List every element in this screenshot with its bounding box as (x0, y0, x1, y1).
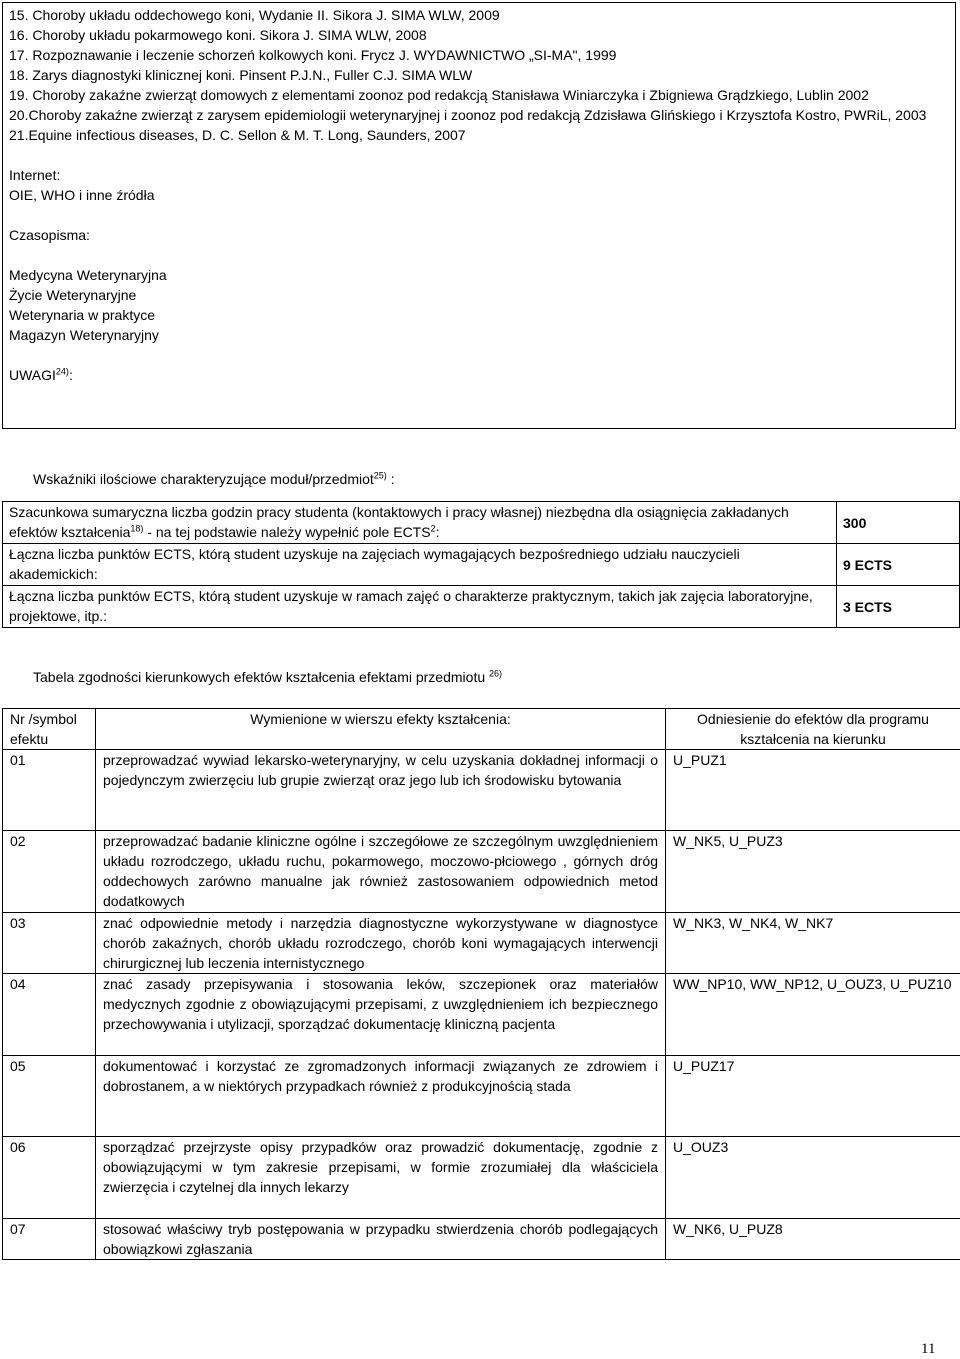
effect-description: przeprowadzać wywiad lekarsko-weterynaryjny, w celu uzyskania dokładnej informacji o pojedynczym zwierzęciu lub grupie zwierząt oraz jego lub ich środowisku bytowania (96, 750, 666, 831)
reference-item: 19. Choroby zakaźne zwierząt domowych z elementami zoonoz pod redakcją Stanisława Winiarczyka i Zbigniewa Grądzkiego, Lublin 2002 (9, 85, 949, 105)
effect-reference: WW_NP10, WW_NP12, U_OUZ3, U_PUZ10 (666, 974, 960, 1056)
table-row (3, 1056, 960, 1137)
effect-reference: U_PUZ17 (666, 1056, 960, 1137)
ects-row-text: Szacunkowa sumaryczna liczba godzin pracy studenta (kontaktowych i pracy własnej) niezbędna dla osiągnięcia zakładanych efektów kształcenia$^{18)}$ - na tej podstawie należy wypełnić pole ECTS$^2$: (3, 502, 837, 544)
effect-description: sporządzać przejrzyste opisy przypadków oraz prowadzić dokumentację, zgodnie z obowiązującymi w tym zakresie przepisami, w formie zrozumiałej dla właściciela zwierzęcia i czytelnej dla innych lekarzy (96, 1137, 666, 1219)
effect-description: stosować właściwy tryb postępowania w przypadku stwierdzenia chorób podlegających obowiązkowi zgłaszania (96, 1219, 666, 1260)
ects-row (3, 544, 960, 586)
header-effects: Wymienione w wierszu efekty kształcenia: (96, 709, 666, 750)
reference-item: 18. Zarys diagnostyki klinicznej koni. Pinsent P.J.N., Fuller C.J. SIMA WLW (9, 65, 949, 85)
effect-description: dokumentować i korzystać ze zgromadzonych informacji związanych ze zdrowiem i dobrostanem, a w niektórych przypadkach również z produkcyjnością stada (96, 1056, 666, 1137)
effect-reference: W_NK5, U_PUZ3 (666, 831, 960, 913)
effect-description: znać zasady przepisywania i stosowania leków, szczepionek oraz materiałów medycznych zgodnie z obowiązującymi przepisami, z uwzględnieniem ich bezpiecznego przechowywania i utylizacji, sporządzać dokumentację kliniczną pacjenta (96, 974, 666, 1056)
reference-item: 20.Choroby zakaźne zwierząt z zarysem epidemiologii weterynaryjnej i zoonoz pod redakcją Zdzisława Glińskiego i Krzysztofa Kostro, PWRiL, 2003 (9, 105, 949, 125)
remarks-label: UWAGI$^{24)}$: (9, 365, 949, 385)
effect-number: 05 (3, 1056, 96, 1137)
ects-row (3, 586, 960, 628)
journal-item: Magazyn Weterynaryjny (9, 325, 949, 345)
compliance-title: Tabela zgodności kierunkowych efektów kształcenia efektami przedmiotu $^{26)}$ (33, 667, 502, 687)
page-number: 11 (921, 1339, 935, 1359)
reference-item: 21.Equine infectious diseases, D. C. Sellon & M. T. Long, Saunders, 2007 (9, 125, 949, 145)
reference-item: 16. Choroby układu pokarmowego koni. Sikora J. SIMA WLW, 2008 (9, 25, 949, 45)
header-nr: Nr /symbol efektu (3, 709, 96, 750)
reference-item: 17. Rozpoznawanie i leczenie schorzeń kolkowych koni. Frycz J. WYDAWNICTWO „SI-MA", 1999 (9, 45, 949, 65)
internet-label: Internet: (9, 165, 949, 185)
header-reference: Odniesienie do efektów dla programu kształcenia na kierunku (666, 709, 960, 750)
effect-number: 07 (3, 1219, 96, 1260)
effect-description: znać odpowiednie metody i narzędzia diagnostyczne wykorzystywane w diagnostyce chorób zakaźnych, chorób układu rozrodczego, chorób koni wymagających interwencji chirurgicznej lub leczenia internistycznego (96, 913, 666, 974)
effect-reference: W_NK3, W_NK4, W_NK7 (666, 913, 960, 974)
ects-row-value: 9 ECTS (837, 544, 960, 586)
table-row (3, 750, 960, 831)
effect-description: przeprowadzać badanie kliniczne ogólne i szczegółowe ze szczególnym uwzględnieniem układu rozrodczego, układu ruchu, pokarmowego, moczowo-płciowego , górnych dróg oddechowych zarówno manualne jak również zastosowaniem odpowiednich metod dodatkowych (96, 831, 666, 913)
effect-number: 06 (3, 1137, 96, 1219)
effect-number: 02 (3, 831, 96, 913)
compliance-table (2, 708, 960, 1260)
journal-item: Weterynaria w praktyce (9, 305, 949, 325)
internet-sources: OIE, WHO i inne źródła (9, 185, 949, 205)
journals-label: Czasopisma: (9, 225, 949, 245)
effect-number: 01 (3, 750, 96, 831)
table-row (3, 1219, 960, 1260)
effect-reference: W_NK6, U_PUZ8 (666, 1219, 960, 1260)
table-row (3, 913, 960, 974)
table-row (3, 974, 960, 1056)
indicators-title: Wskaźniki ilościowe charakteryzujące moduł/przedmiot$^{25)}$ : (33, 469, 395, 489)
journal-item: Życie Weterynaryjne (9, 285, 949, 305)
effect-number: 04 (3, 974, 96, 1056)
effect-reference: U_OUZ3 (666, 1137, 960, 1219)
ects-row-value: 3 ECTS (837, 586, 960, 628)
effect-reference: U_PUZ1 (666, 750, 960, 831)
ects-row-value: 300 (837, 502, 960, 544)
journal-item: Medycyna Weterynaryjna (9, 265, 949, 285)
compliance-header-row (3, 709, 960, 750)
table-row (3, 1137, 960, 1219)
ects-row-text: Łączna liczba punktów ECTS, którą student uzyskuje na zajęciach wymagających bezpośredniego udziału nauczycieli akademickich: (3, 544, 837, 586)
table-row (3, 831, 960, 913)
ects-row-text: Łączna liczba punktów ECTS, którą student uzyskuje w ramach zajęć o charakterze praktycznym, takich jak zajęcia laboratoryjne, projektowe, itp.: (3, 586, 837, 628)
effect-number: 03 (3, 913, 96, 974)
ects-table (2, 501, 960, 628)
ects-row (3, 502, 960, 544)
references-box (2, 2, 956, 429)
reference-item: 15. Choroby układu oddechowego koni, Wydanie II. Sikora J. SIMA WLW, 2009 (9, 5, 949, 25)
